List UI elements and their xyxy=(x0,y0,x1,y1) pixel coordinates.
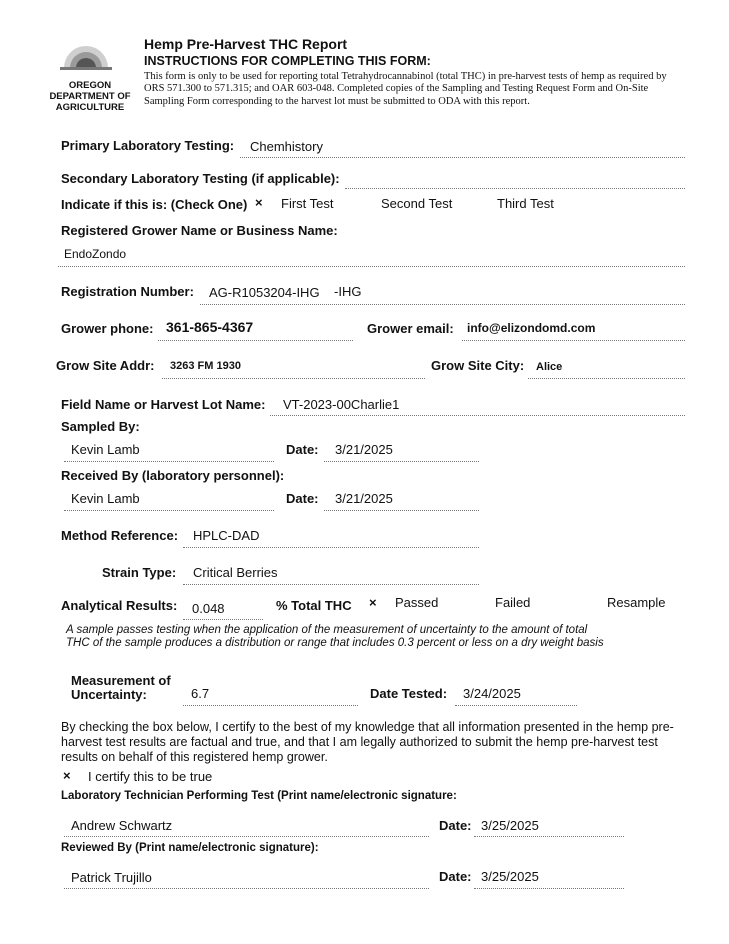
test-type-option[interactable]: First Test xyxy=(281,196,334,211)
agency-name xyxy=(40,80,140,113)
agency-line: OREGON xyxy=(68,80,112,91)
technician-date-label: Date: xyxy=(439,818,472,833)
grower-phone-value[interactable]: 361-865-4367 xyxy=(166,319,254,335)
grow-site-addr-value[interactable]: 3263 FM 1930 xyxy=(170,360,241,372)
received-by-date-label: Date: xyxy=(286,491,319,506)
grower-phone-label: Grower phone: xyxy=(61,321,154,336)
secondary-lab-label: Secondary Laboratory Testing (if applicable): xyxy=(61,171,340,186)
results-option[interactable]: Failed xyxy=(495,595,531,610)
results-label: Analytical Results: xyxy=(61,598,178,613)
certification-text: By checking the box below, I certify to the best of my knowledge that all information presented in the hemp pre-harvest test results are factual and true, and that I am legally authorized to submit the hemp pre-harvest test results on behalf of this registered hemp grower. xyxy=(61,720,674,764)
sampled-by-label: Sampled By: xyxy=(61,419,140,434)
certify-check-mark[interactable]: × xyxy=(63,768,71,783)
reviewer-date[interactable]: 3/25/2025 xyxy=(481,869,539,884)
method-label: Method Reference: xyxy=(61,528,179,543)
date-tested-label: Date Tested: xyxy=(370,686,448,701)
pass-criteria-note: A sample passes testing when the application of the measurement of uncertainty to the amount of total THC of the sample produces a distribution or range that includes 0.3 percent or less on a dry weight basis xyxy=(66,624,604,649)
field-name-label: Field Name or Harvest Lot Name: xyxy=(61,397,266,412)
agency-line: AGRICULTURE xyxy=(55,102,125,113)
date-tested-value[interactable]: 3/24/2025 xyxy=(463,686,521,701)
grow-site-city-label: Grow Site City: xyxy=(431,358,525,373)
uncertainty-label: Uncertainty: xyxy=(71,687,147,702)
strain-label: Strain Type: xyxy=(102,565,177,580)
reviewer-date-label: Date: xyxy=(439,869,472,884)
registration-label: Registration Number: xyxy=(61,284,194,299)
technician-label: Laboratory Technician Performing Test (Print name/electronic signature: xyxy=(61,790,457,802)
results-unit: % Total THC xyxy=(276,598,352,613)
technician-name[interactable]: Andrew Schwartz xyxy=(71,818,173,833)
oda-logo-icon xyxy=(60,42,112,70)
sampled-by-name[interactable]: Kevin Lamb xyxy=(71,442,140,457)
received-by-date[interactable]: 3/21/2025 xyxy=(335,491,393,506)
primary-lab-label: Primary Laboratory Testing: xyxy=(61,138,235,153)
reviewer-label: Reviewed By (Print name/electronic signature): xyxy=(61,842,319,854)
form-subtitle: INSTRUCTIONS FOR COMPLETING THIS FORM: xyxy=(144,54,431,68)
uncertainty-label: Measurement of xyxy=(71,673,171,688)
technician-date[interactable]: 3/25/2025 xyxy=(481,818,539,833)
grow-site-city-value[interactable]: Alice xyxy=(536,361,563,373)
grower-name-value[interactable]: EndoZondo xyxy=(64,247,127,261)
registration-value[interactable]: AG-R1053204-IHG xyxy=(209,285,320,300)
test-type-label: Indicate if this is: (Check One) xyxy=(61,197,248,212)
uncertainty-value[interactable]: 6.7 xyxy=(191,686,210,701)
grower-email-value[interactable]: info@elizondomd.com xyxy=(467,321,596,335)
primary-lab-value[interactable]: Chemhistory xyxy=(250,139,323,154)
form-title: Hemp Pre-Harvest THC Report xyxy=(144,36,348,52)
received-by-name[interactable]: Kevin Lamb xyxy=(71,491,140,506)
certify-checkbox-label: I certify this to be true xyxy=(88,769,213,784)
grow-site-addr-label: Grow Site Addr: xyxy=(56,358,155,373)
received-by-label: Received By (laboratory personnel): xyxy=(61,468,285,483)
field-name-value[interactable]: VT-2023-00Charlie1 xyxy=(283,397,400,412)
results-value[interactable]: 0.048 xyxy=(192,601,225,616)
grower-email-label: Grower email: xyxy=(367,321,454,336)
results-check-mark[interactable]: × xyxy=(369,595,377,610)
sampled-by-date[interactable]: 3/21/2025 xyxy=(335,442,393,457)
sampled-by-date-label: Date: xyxy=(286,442,319,457)
form-instructions: This form is only to be used for reporting total Tetrahydrocannabinol (total THC) in pre-harvest tests of hemp as required by ORS 571.300 to 571.315; and OAR 603-048. Completed copies of the Sampling and Testing Request Form and On-Site Sampling Form corresponding to the harvest lot must be submitted to ODA with this report. xyxy=(144,71,667,107)
registration-suffix: -IHG xyxy=(334,284,362,299)
method-value[interactable]: HPLC-DAD xyxy=(193,528,260,543)
agency-line: DEPARTMENT OF xyxy=(49,91,131,102)
strain-value[interactable]: Critical Berries xyxy=(193,565,278,580)
test-type-option[interactable]: Third Test xyxy=(497,196,554,211)
test-type-option[interactable]: Second Test xyxy=(381,196,453,211)
reviewer-name[interactable]: Patrick Trujillo xyxy=(71,870,152,885)
results-option[interactable]: Passed xyxy=(395,595,439,610)
results-option[interactable]: Resample xyxy=(607,595,666,610)
grower-name-label: Registered Grower Name or Business Name: xyxy=(61,223,338,238)
test-type-check-mark[interactable]: × xyxy=(255,195,263,210)
